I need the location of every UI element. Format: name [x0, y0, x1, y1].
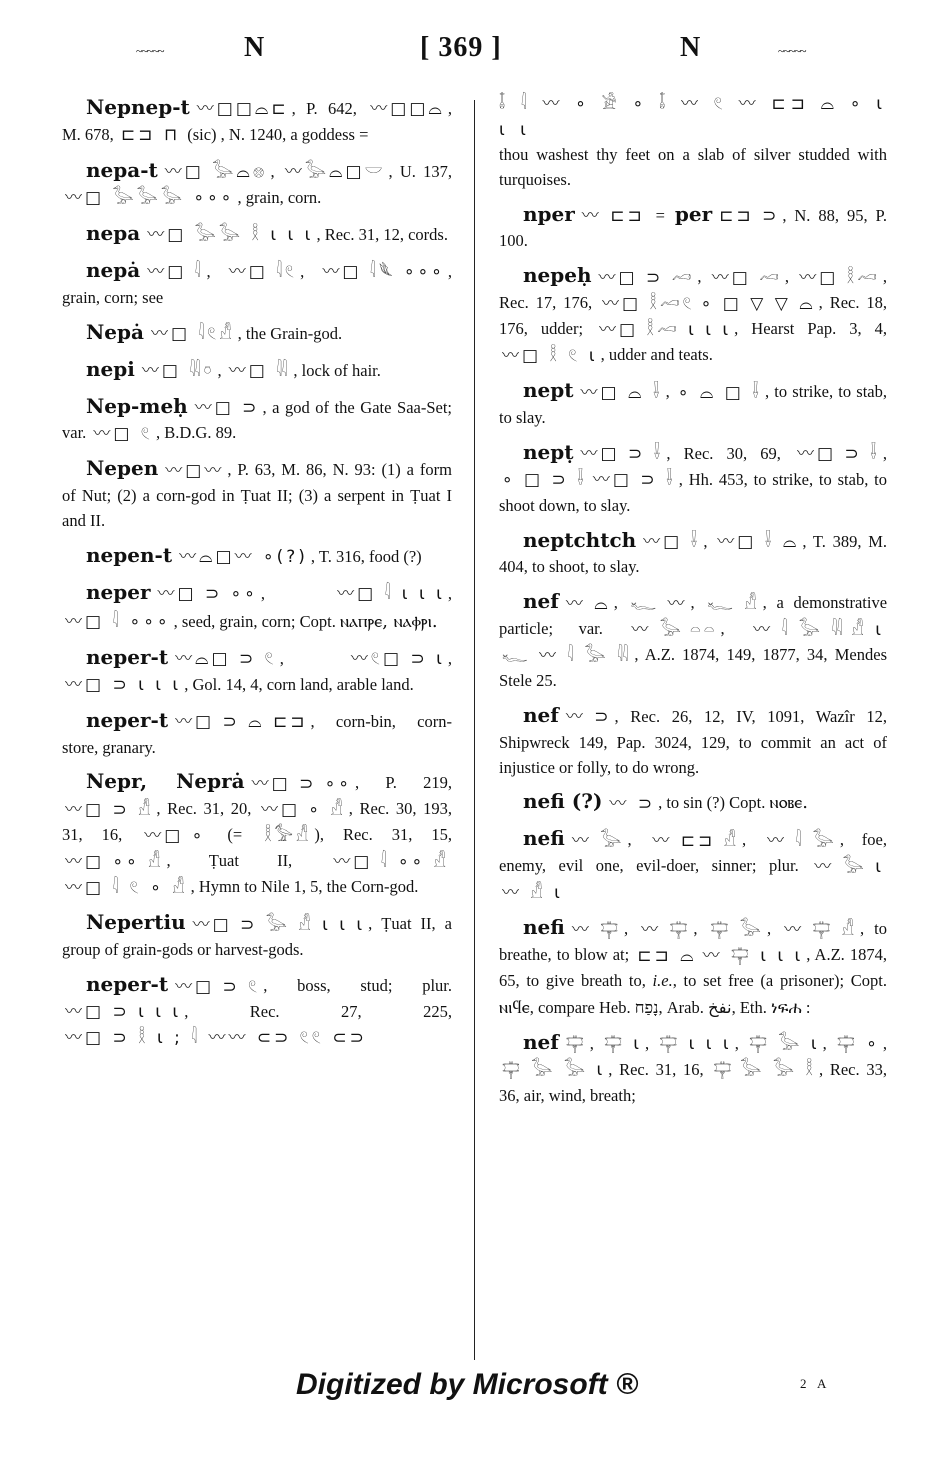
hieroglyph-group: 𓊡 ι — [604, 1034, 643, 1055]
entry-text: , — [206, 261, 226, 281]
entry-text: , — [734, 1033, 747, 1053]
headword: nepen-t — [86, 542, 173, 567]
hieroglyph-group: 𓊡 𓅭 — [710, 919, 764, 940]
headword: neper-t — [86, 644, 169, 669]
entry-text: , grain, corn; see — [62, 261, 453, 307]
dictionary-entry — [499, 786, 887, 817]
hieroglyph-group: 〰□ 𓄗 — [711, 267, 782, 288]
dictionary-entry — [62, 255, 452, 311]
hieroglyph-group: 〰□ ∘ — [144, 825, 206, 846]
header-letter-left: N — [244, 32, 265, 63]
headword: nepṭ — [523, 439, 574, 464]
entry-text: , — [260, 583, 335, 603]
entry-text: , — [447, 648, 452, 668]
entry-text: , — [766, 919, 782, 939]
entry-text: , — [217, 360, 226, 380]
right-column — [499, 92, 887, 1115]
coptic-word: ⲛⲁⲡⲣⲉ, ⲛⲁⲫⲣⲓ. — [339, 610, 438, 632]
entry-text: , Rec. 30, 69, — [666, 443, 795, 463]
hieroglyph-group: 〰□ 𓇌𓏌 — [141, 361, 215, 381]
hieroglyph-group: 〰□ ⊃ 𓌢 — [580, 444, 664, 465]
hieroglyph-group: 𓅭 𓅭 𓎛 — [740, 1060, 816, 1081]
entry-text: , A.Z. 1874, 149, 1877, 34, Mendes Stele 25. — [499, 645, 887, 691]
entry-text: , udder and teats. — [600, 345, 713, 365]
hieroglyph-group: 〰□ 𓎛 𓏲 ι — [502, 345, 598, 366]
entry-text: , Rec. 26, 12, IV, 1091, Wazîr 12, Shipwreck 149, Pap. 3024, 129, to commit an act of injustice or folly, to do wrong. — [499, 706, 887, 777]
dictionary-entry — [62, 155, 452, 212]
entry-text: , Eth. — [731, 997, 771, 1017]
printer-signature: 2 A — [800, 1376, 831, 1391]
hieroglyph-group: 〰□ ⊃ 𓌢 — [797, 444, 880, 465]
hieroglyph-group: 〰□ ⊃ 𓎛 ι ; 𓇋 〰〰 ⊂⊃ 𓏲𓏲 ⊂⊃ — [65, 1028, 367, 1049]
hieroglyph-group: 〰□ ⊃ 𓏲 — [175, 976, 261, 997]
entry-text: , lock of hair. — [293, 360, 381, 380]
hieroglyph-group: 𓀭 ι — [851, 619, 884, 640]
headword: nepȧ — [86, 257, 141, 282]
hieroglyph-group: 〰□ ⊃ ι ι ι — [65, 675, 182, 696]
headword: neper-t — [86, 707, 169, 732]
hieroglyph-group: 〰 ⌓ — [565, 593, 611, 614]
dictionary-entry — [62, 907, 452, 963]
entry-text: , foe, enemy, evil one, evil-doer, sinner; plur. — [499, 830, 887, 876]
hieroglyph-group: 〰□□⌓ — [370, 99, 445, 120]
hieroglyph-group: 〰 𓊡 𓀭 — [784, 919, 858, 940]
entry-text: thou washest thy feet on a slab of silver studded with turquoises. — [499, 145, 887, 189]
hieroglyph-group: 𓏏𓏏 — [690, 619, 718, 640]
digitization-watermark: Digitized by Microsoft ® — [296, 1368, 639, 1401]
dictionary-entry — [499, 92, 887, 193]
headword: nef — [523, 1029, 559, 1054]
left-column — [62, 92, 452, 1058]
entry-text: , — [300, 261, 320, 281]
entry-text: (= — [208, 825, 262, 845]
entry-text: = — [647, 205, 673, 225]
entry-text: , — [447, 583, 452, 603]
dictionary-entry — [499, 437, 887, 519]
hieroglyph-group: ∘ □ ▽ ▽ ⌓ — [700, 293, 816, 314]
entry-text: , Hymn to Nile 1, 5, the Corn-god. — [190, 877, 419, 897]
dictionary-entry — [62, 642, 452, 699]
dictionary-entry — [62, 453, 452, 533]
hieroglyph-group: 𓊡 ∘ — [837, 1034, 880, 1055]
entry-text: , — [697, 267, 709, 287]
entry-text: , Rec. 17, 176, — [499, 267, 888, 313]
hieroglyph-group: 〰□ 𓇌 — [228, 361, 291, 381]
dictionary-entry — [62, 540, 452, 571]
headword: nepi — [86, 356, 135, 381]
hieroglyph-group: ⊏⊐ ⌓ — [637, 945, 697, 966]
arabic-word: نفخ — [707, 997, 732, 1017]
headword: neptchtch — [523, 527, 637, 552]
entry-text: , boss, stud; plur. — [263, 976, 452, 996]
entry-text: , — [882, 1033, 887, 1053]
hieroglyph-group: 〰□ ∘∘ 𓀭 — [65, 851, 164, 872]
entry-text: , Ṭuat II, — [166, 851, 331, 871]
entry-text: , — [784, 267, 797, 287]
headword: nept — [523, 378, 574, 403]
headword: nefi — [523, 915, 565, 940]
entry-text: , — [665, 382, 675, 402]
dictionary-entry — [499, 260, 887, 369]
hieroglyph-group: 〰□ 𓏲 — [93, 423, 153, 444]
hieroglyph-group: 〰□ 𓇋 ∘∘ 𓀭 — [333, 851, 449, 872]
hieroglyph-group: 〰□ 𓎛𓄗 ι ι ι — [599, 319, 732, 340]
hieroglyph-group: 〰□ ⊃ 𓅭 𓀭 ι ι ι — [192, 914, 366, 935]
entry-text: , Hh. 453, to strike, to stab, to shoot down, to slay. — [499, 469, 887, 515]
hieroglyph-group: 〰 𓇋 𓅭 — [766, 830, 837, 851]
entry-text: , Rec. 30, 193, 31, 16, — [62, 799, 452, 845]
headword: Nepertiu — [86, 910, 186, 935]
headword: nper — [523, 201, 575, 226]
headword: Nepnep-t — [86, 95, 190, 119]
headword: nepeḥ — [523, 263, 592, 288]
dictionary-entry — [499, 525, 887, 581]
hieroglyph-group: 〰 ⊃ — [609, 793, 656, 814]
headword: nefi — [523, 826, 565, 851]
hieroglyph-group: 〰□ ⊃ 𓀭 — [65, 799, 154, 820]
headword: Nep-meḥ — [86, 393, 188, 418]
entry-text: , — [613, 593, 628, 613]
headword: Nepen — [86, 456, 159, 481]
hieroglyph-line: 𓄤 𓇋 〰 ∘ 𓀀 ∘ 𓄤 〰 𓏲 〰 ⊏⊐ ⌓ ∘ ι ι ι — [499, 94, 887, 140]
dictionary-entry — [62, 354, 452, 385]
entry-text: , Rec. 18, 176, udder; — [499, 293, 887, 339]
page-header — [0, 30, 952, 74]
hieroglyph-group: 〰□ 𓌢 — [643, 531, 701, 552]
coptic-word: ⲛⲟⲃⲉ. — [769, 792, 808, 814]
headword: nepa — [86, 220, 141, 245]
hieroglyph-group: 〰□ 𓇋 — [147, 262, 204, 283]
hieroglyph-group: 〰□ ⊃ 𓄗 — [598, 267, 695, 288]
hieroglyph-group: 〰𓅭⌓□𓎟 — [284, 162, 386, 183]
hieroglyph-group: 〰□ 𓇋 𓏲 ∘ 𓀭 — [65, 877, 188, 898]
entry-text: , — [270, 161, 282, 181]
dictionary-entry — [499, 823, 887, 906]
entry-text: , a demonstrative particle; var. — [499, 593, 888, 639]
entry-text: , A.Z. 1874, 65, to give breath to, — [499, 945, 887, 991]
page-number: [ 369 ] — [420, 32, 502, 63]
entry-text: , B.D.G. 89. — [156, 423, 237, 443]
dictionary-entry — [62, 766, 452, 901]
entry-text: , seed, grain, corn; Copt. — [173, 611, 340, 631]
entry-text: , — [624, 919, 639, 939]
hieroglyph-group: 〰□ 𓇋 ∘∘∘ — [65, 612, 171, 633]
headword: nef — [523, 702, 559, 727]
entry-text: , compare Heb. — [529, 997, 635, 1017]
hieroglyph-group: 〰 𓇋 𓅭 𓇌 — [753, 619, 846, 640]
dictionary-entry — [62, 577, 452, 636]
hieroglyph-group: 𓆑 𓀭 — [707, 593, 760, 614]
entry-text: , Gol. 14, 4, corn land, arable land. — [184, 674, 414, 694]
hieroglyph-group: 〰□□⌓⊏ — [196, 99, 289, 120]
entry-text: , N. 88, 95, P. 100. — [499, 205, 888, 251]
dictionary-entry — [62, 969, 452, 1052]
headword: nef — [523, 589, 559, 614]
water-sign-right: ~~~~~ — [778, 44, 806, 58]
entry-text: , T. 316, food (?) — [310, 546, 422, 566]
entry-text: (sic) , N. 1240, a goddess = — [183, 124, 369, 144]
dictionary-entry — [499, 700, 887, 780]
hieroglyph-group: 〰⌓□〰 ∘(?) — [179, 547, 308, 568]
entry-text: , to sin (?) Copt. — [658, 793, 770, 813]
hieroglyph-group: 〰□ ⊃ ι ι ι — [65, 1002, 182, 1023]
headword: Nepr, Neprȧ — [86, 769, 245, 794]
entry-text: , Ṭuat II, a group of grain-gods or harvest-gods. — [62, 914, 452, 960]
hieroglyph-group: 〰□ 𓅭𓅭𓅭 ∘∘∘ — [65, 188, 235, 209]
dictionary-entry — [499, 1027, 887, 1109]
header-letter-right: N — [680, 32, 701, 63]
hieroglyph-group: 〰□ 𓎛𓄗𓏲 — [602, 293, 695, 314]
headword: per — [674, 201, 713, 226]
dictionary-entry — [499, 912, 887, 1021]
entry-text: , Rec. 31, 16, — [608, 1059, 711, 1079]
entry-text: , — [693, 919, 708, 939]
hieroglyph-group: 〰□ 𓅭𓅭 𓎛 ι ι ι — [147, 225, 314, 246]
entry-text: , — [822, 1033, 835, 1053]
ethiopic-word: ነፍሐ : — [770, 997, 811, 1017]
hieroglyph-group: 𓊡 ι ι ι — [659, 1034, 732, 1055]
dictionary-entry — [62, 391, 452, 448]
entry-text: , to strike, to stab, to slay. — [499, 382, 888, 428]
column-divider — [474, 100, 475, 1360]
entry-text: , — [703, 531, 715, 551]
hieroglyph-group: 〰⌓□ ⊃ 𓏲 — [175, 649, 277, 670]
entry-text: , Rec. 31, 20, — [156, 799, 258, 819]
entry-text: , Hearst Pap. 3, 4, — [734, 319, 887, 339]
hieroglyph-group: 〰□ ⌓ 𓌢 — [580, 382, 663, 403]
hieroglyph-group: 𓊡 — [713, 1060, 735, 1081]
abbreviation: i.e. — [652, 971, 673, 991]
entry-text: , a god of the Gate Saa-Set; var. — [62, 397, 452, 443]
dictionary-entry — [62, 705, 452, 761]
entry-text: , — [589, 1033, 602, 1053]
hieroglyph-group: 〰□ 𓇋𓆰 ∘∘∘ — [322, 262, 445, 283]
hieroglyph-group: 〰□ ⊃ ⌓ ⊏⊐ — [175, 712, 308, 733]
hieroglyph-group: 〰□ 𓇋𓏲𓀭 — [150, 324, 235, 345]
hieroglyph-group: ∘ ⌓ □ 𓌢 — [677, 382, 762, 403]
dictionary-entry — [62, 317, 452, 348]
water-sign-left: ~~~~~ — [136, 44, 164, 58]
entry-text: , — [627, 830, 650, 850]
hieroglyph-group: 〰 ⊏⊐ 𓀭 — [652, 830, 740, 851]
headword: neper — [86, 579, 151, 604]
entry-text: , P. 219, — [355, 773, 452, 793]
dictionary-entry — [499, 586, 887, 694]
hieroglyph-group: 〰 𓅭 ι — [814, 856, 884, 877]
hieroglyph-group: 〰 𓅭 — [571, 830, 625, 851]
entry-text: , P. 63, M. 86, N. 93: (1) a form of Nut; (2) a corn-god in Ṭuat II; (3) a serpent in Ṭuat I and II. — [62, 460, 452, 531]
hieroglyph-group: 〰□ ⊃ ∘∘ — [251, 773, 353, 794]
entry-text: , corn-bin, corn-store, granary. — [62, 711, 452, 757]
hieroglyph-group: 𓆑 〰 𓇋 𓅭 𓇌 — [502, 645, 632, 666]
headword: nefi (?) — [523, 789, 603, 814]
entry-text: , grain, corn. — [237, 187, 322, 207]
hieroglyph-group: 〰□ 𓇋𓏲 — [228, 262, 298, 283]
entry-text: , — [279, 648, 348, 668]
dictionary-entry — [62, 92, 452, 149]
entry-text: , to breathe, to blow at; — [499, 919, 888, 965]
entry-text: , U. 137, — [388, 161, 453, 181]
hieroglyph-group: 〰𓏲□ ⊃ ι — [350, 649, 445, 670]
hieroglyph-group: 𓊡 𓅭 𓅭 ι — [502, 1060, 606, 1081]
entry-text: , — [690, 593, 705, 613]
hieroglyph-group: ⊏⊐ ⊓ — [120, 125, 181, 146]
hieroglyph-group: ∘ □ ⊃ 𓌢 — [502, 470, 587, 491]
hieroglyph-group: 〰 𓅭 — [631, 619, 684, 640]
dictionary-entry — [499, 375, 887, 431]
hieroglyph-group: 〰□ ⊃ ∘∘ — [157, 584, 258, 605]
hieroglyph-group: 𓊡 — [565, 1034, 587, 1055]
entry-text: , to set free (a prisoner); Copt. — [672, 971, 887, 991]
entry-text: , — [882, 443, 887, 463]
coptic-word: ⲛⲓϥⲉ — [499, 996, 530, 1018]
hieroglyph-group: ⊏⊐ ⊃ — [719, 205, 780, 226]
hieroglyph-group: 〰 ⊏⊐ — [581, 205, 645, 226]
headword: nepa-t — [86, 157, 158, 182]
hieroglyph-group: 𓊡 𓅭 ι — [749, 1034, 820, 1055]
hieroglyph-group: 〰□ ∘ 𓀭 — [260, 799, 346, 820]
hieroglyph-group: 〰 𓀭 ι — [502, 882, 563, 903]
hieroglyph-group: 〰□ 𓎛𓄗 — [799, 267, 880, 288]
entry-text: , P. 642, — [291, 99, 368, 118]
entry-text: , T. 389, M. 404, to shoot, to slay. — [499, 531, 888, 577]
hieroglyph-group: 〰 ⊃ — [565, 707, 612, 728]
entry-text: , — [742, 830, 764, 850]
dictionary-entry — [62, 218, 452, 249]
headword: neper-t — [86, 972, 169, 997]
hieroglyph-group: 〰□ ⊃ 𓌢 — [592, 470, 676, 491]
hebrew-word: נָפַח — [634, 997, 659, 1017]
entry-text: , — [720, 619, 751, 639]
hieroglyph-group: 〰□〰 — [165, 460, 225, 481]
hieroglyph-group: 𓆑 〰 — [630, 593, 688, 614]
hieroglyph-group: 〰□ 𓅭⌓𓊖 — [164, 162, 268, 183]
headword: Nepȧ — [86, 319, 144, 344]
hieroglyph-group: 〰□ ⊃ — [194, 397, 260, 418]
entry-text: , Rec. 27, 225, — [184, 1002, 452, 1021]
hieroglyph-group: 〰 𓊡 — [571, 919, 622, 940]
entry-text: , — [645, 1033, 657, 1053]
hieroglyph-group: 〰 𓊡 ι ι ι — [702, 945, 804, 966]
entry-text: , M. 678, — [62, 99, 452, 144]
entry-text: , Arab. — [658, 997, 708, 1017]
hieroglyph-group: 〰 𓊡 — [641, 919, 691, 940]
entry-text: ), Rec. 31, 15, — [314, 825, 452, 845]
hieroglyph-group: 𓎛𓅞𓀭 — [264, 825, 312, 846]
hieroglyph-group: 〰□ 𓇋 ι ι ι — [337, 584, 445, 605]
entry-text: , Rec. 33, 36, air, wind, breath; — [499, 1059, 888, 1105]
entry-text: , the Grain-god. — [237, 323, 343, 343]
dictionary-entry — [499, 199, 887, 255]
entry-text: , Rec. 31, 12, cords. — [316, 224, 448, 244]
hieroglyph-group: 〰□ 𓌢 ⌓ — [717, 531, 800, 552]
